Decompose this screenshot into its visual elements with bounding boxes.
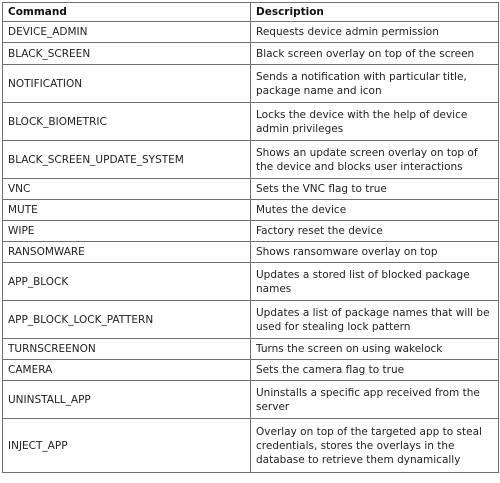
description-cell: Black screen overlay on top of the screen (251, 43, 499, 65)
description-cell: Updates a list of package names that will be used for stealing lock pattern (251, 301, 499, 339)
table-row (3, 200, 499, 221)
table-row (3, 221, 499, 242)
table-row (3, 179, 499, 200)
description-cell: Sets the VNC flag to true (251, 179, 499, 200)
command-cell: NOTIFICATION (3, 65, 251, 103)
description-cell: Updates a stored list of blocked package names (251, 263, 499, 301)
description-cell: Sets the camera flag to true (251, 360, 499, 381)
table-row (3, 65, 499, 103)
command-cell: WIPE (3, 221, 251, 242)
table-row (3, 43, 499, 65)
table-row (3, 301, 499, 339)
description-cell: Sends a notification with particular title, package name and icon (251, 65, 499, 103)
commands-table (2, 2, 499, 473)
command-cell: BLACK_SCREEN_UPDATE_SYSTEM (3, 141, 251, 179)
description-cell: Locks the device with the help of device admin privileges (251, 103, 499, 141)
table-row (3, 360, 499, 381)
command-cell: UNINSTALL_APP (3, 381, 251, 419)
command-cell: DEVICE_ADMIN (3, 22, 251, 43)
command-cell: INJECT_APP (3, 419, 251, 473)
table-row (3, 419, 499, 473)
table-row (3, 22, 499, 43)
command-cell: TURNSCREENON (3, 339, 251, 360)
header-command: Command (3, 3, 251, 22)
command-cell: APP_BLOCK_LOCK_PATTERN (3, 301, 251, 339)
command-cell: APP_BLOCK (3, 263, 251, 301)
table-row (3, 263, 499, 301)
command-cell: BLACK_SCREEN (3, 43, 251, 65)
table-row (3, 141, 499, 179)
description-cell: Shows ransomware overlay on top (251, 242, 499, 263)
command-cell: BLOCK_BIOMETRIC (3, 103, 251, 141)
description-cell: Turns the screen on using wakelock (251, 339, 499, 360)
description-cell: Requests device admin permission (251, 22, 499, 43)
description-cell: Mutes the device (251, 200, 499, 221)
header-row (3, 3, 499, 22)
table-row (3, 242, 499, 263)
header-description: Description (251, 3, 499, 22)
command-cell: MUTE (3, 200, 251, 221)
description-cell: Overlay on top of the targeted app to steal credentials, stores the overlays in the database to retrieve them dynamically (251, 419, 499, 473)
table-row (3, 103, 499, 141)
table-row (3, 339, 499, 360)
description-cell: Uninstalls a specific app received from the server (251, 381, 499, 419)
description-cell: Shows an update screen overlay on top of the device and blocks user interactions (251, 141, 499, 179)
table-row (3, 381, 499, 419)
description-cell: Factory reset the device (251, 221, 499, 242)
command-cell: VNC (3, 179, 251, 200)
command-cell: CAMERA (3, 360, 251, 381)
command-cell: RANSOMWARE (3, 242, 251, 263)
